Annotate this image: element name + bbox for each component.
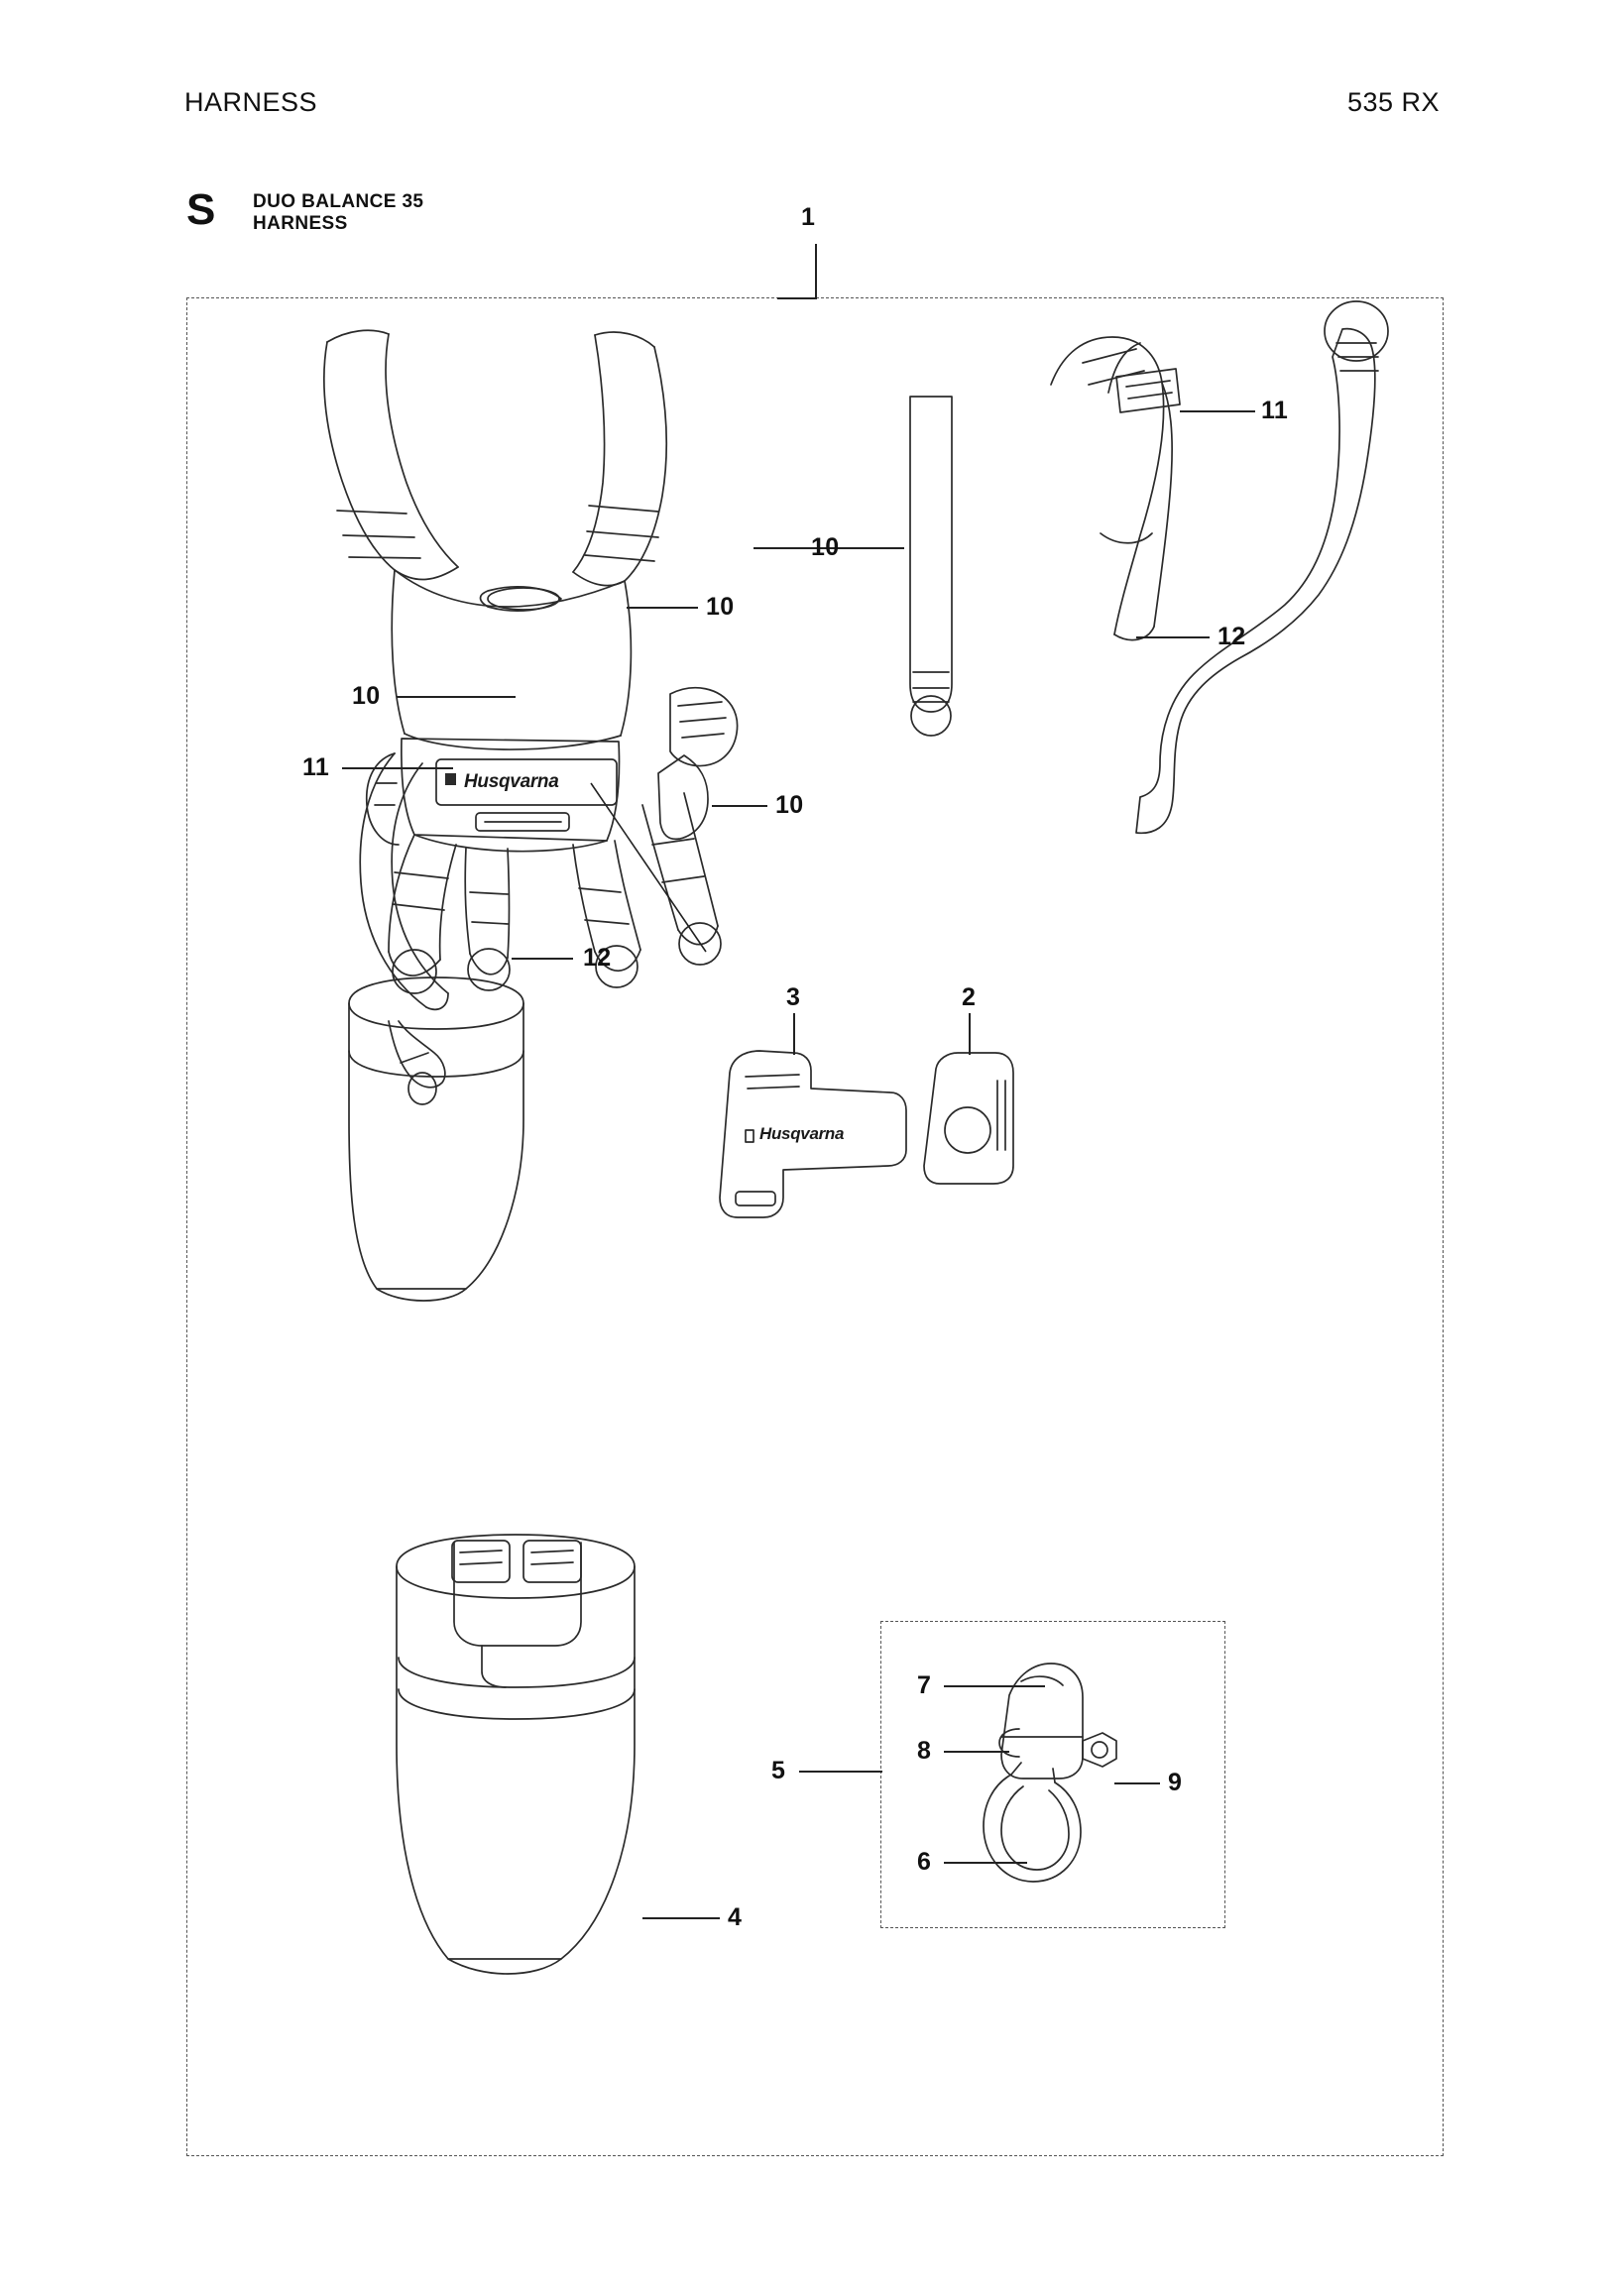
callout-3: 3 [786,983,801,1011]
leader-10-upper-left [627,607,698,609]
leader-1 [815,244,817,299]
callout-9: 9 [1168,1769,1183,1796]
leader-7 [944,1685,1045,1687]
leader-12-left [512,958,573,960]
callout-4: 4 [728,1903,743,1931]
leader-4 [642,1917,720,1919]
leader-5 [799,1771,882,1773]
leader-10-chest [397,696,516,698]
section-title-line1: DUO BALANCE 35 [253,191,424,212]
section-title [253,191,423,235]
section-letter: S [186,185,216,234]
callout-10-b: 10 [706,593,735,621]
brand-wordmark-harness: Husqvarna [464,771,559,792]
leader-11-left [342,767,453,769]
callout-12-a: 12 [1218,623,1246,650]
page-header-right: 535 RX [1346,87,1440,117]
leader-3 [793,1013,795,1055]
brand-wordmark-part3: Husqvarna [759,1124,845,1143]
callout-10-d: 10 [775,791,804,819]
callout-10-a: 10 [811,533,840,561]
main-assembly-frame [186,297,1444,2156]
callout-12-b: 12 [583,944,612,972]
callout-11-a: 11 [1261,397,1289,424]
leader-2 [969,1013,971,1055]
callout-8: 8 [917,1737,932,1765]
callout-7: 7 [917,1671,932,1699]
callout-2: 2 [962,983,977,1011]
callout-6: 6 [917,1848,932,1876]
callout-10-c: 10 [352,682,381,710]
leader-12-right [1136,636,1210,638]
callout-11-b: 11 [302,753,330,781]
leader-9 [1114,1782,1160,1784]
page-header-left: HARNESS [184,87,318,117]
leader-8 [944,1751,1009,1753]
section-title-line2: HARNESS [253,213,348,234]
leader-11-right [1180,410,1255,412]
leader-6 [944,1862,1027,1864]
leader-1b [777,297,817,299]
leader-10-right-clip [712,805,767,807]
callout-1: 1 [801,203,816,231]
callout-5: 5 [771,1757,786,1784]
